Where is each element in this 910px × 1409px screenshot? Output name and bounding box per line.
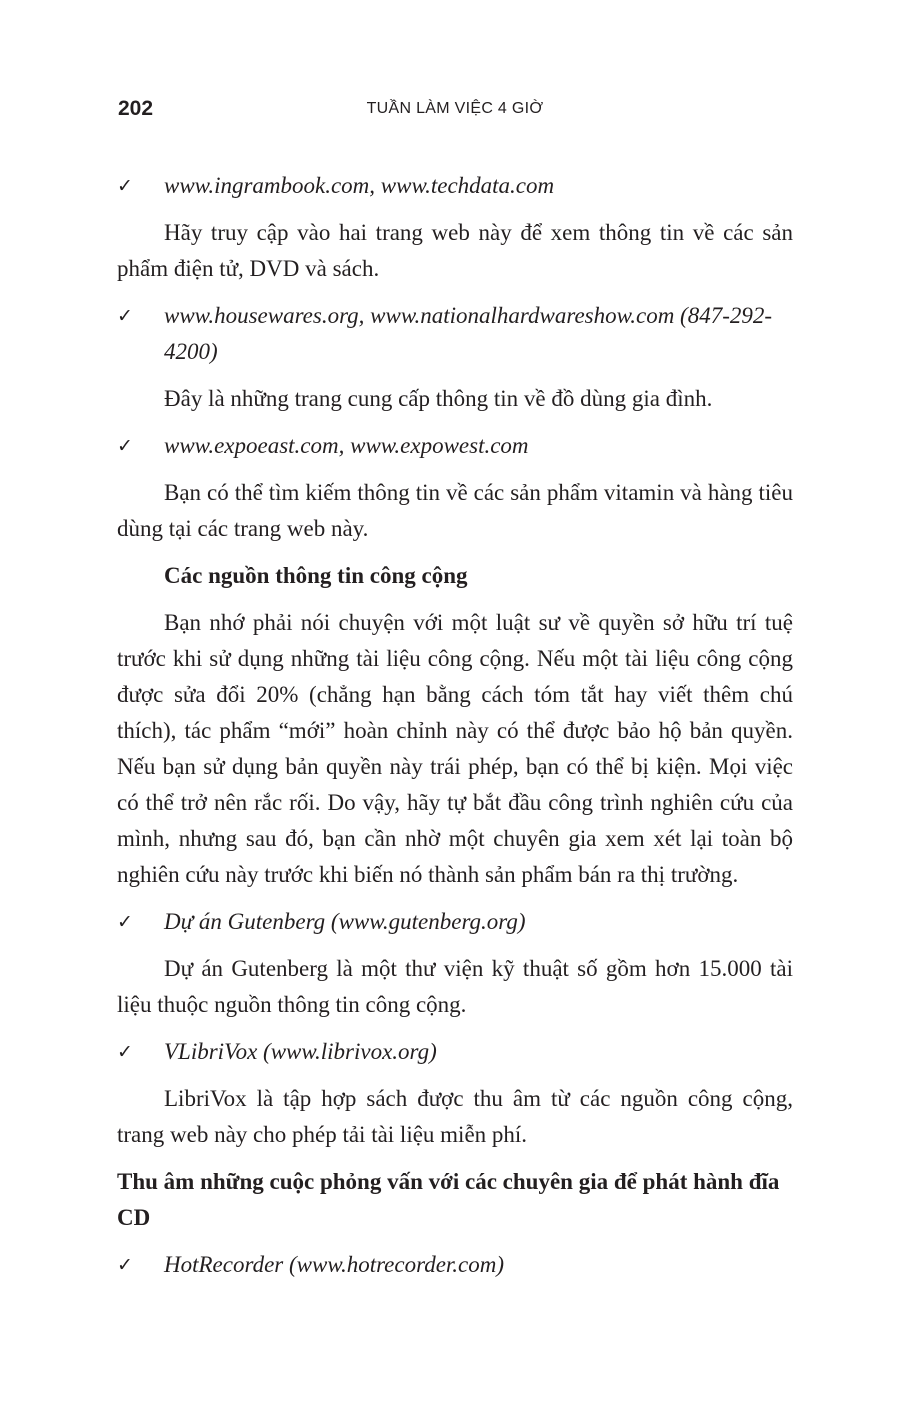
- running-header: TUẦN LÀM VIỆC 4 GIỜ: [366, 100, 544, 117]
- paragraph: Hãy truy cập vào hai trang web này để xem thông tin về các sản phẩm điện tử, DVD và sách.: [117, 220, 793, 281]
- paragraph: Bạn có thể tìm kiếm thông tin về các sản phẩm vitamin và hàng tiêu dùng tại các trang web này.: [117, 480, 793, 541]
- page-content: [117, 168, 793, 1294]
- bullet-text: VLibriVox (www.librivox.org): [164, 1039, 437, 1064]
- paragraph: Dự án Gutenberg là một thư viện kỹ thuật số gồm hơn 15.000 tài liệu thuộc nguồn thông tin công cộng.: [117, 956, 793, 1017]
- bullet-text: www.expoeast.com, www.expowest.com: [164, 433, 529, 458]
- bullet-item: [117, 1034, 793, 1070]
- bullet-item: [117, 428, 793, 464]
- paragraph: Bạn nhớ phải nói chuyện với một luật sư về quyền sở hữu trí tuệ trước khi sử dụng những tài liệu công cộng. Nếu một tài liệu công cộng được sửa đổi 20% (chẳng hạn bằng cách tóm tắt hay viết thêm chú thích), tác phẩm “mới” hoàn chỉnh này có thể được bảo hộ bản quyền. Nếu bạn sử dụng bản quyền này trái phép, bạn có thể bị kiện. Mọi việc có thể trở nên rắc rối. Do vậy, hãy tự bắt đầu công trình nghiên cứu của mình, nhưng sau đó, bạn cần nhờ một chuyên gia xem xét lại toàn bộ nghiên cứu này trước khi biến nó thành sản phẩm bán ra thị trường.: [117, 610, 793, 887]
- bullet-item: [117, 298, 793, 370]
- page-number: 202: [118, 97, 154, 120]
- check-mark-icon: ✓: [117, 175, 133, 197]
- section-heading: Thu âm những cuộc phỏng vấn với các chuyên gia để phát hành đĩa CD: [117, 1169, 780, 1230]
- bullet-item: [117, 904, 793, 940]
- bullet-text: HotRecorder (www.hotrecorder.com): [164, 1252, 505, 1277]
- check-mark-icon: ✓: [117, 911, 133, 933]
- bullet-text: Dự án Gutenberg (www.gutenberg.org): [164, 909, 526, 934]
- bullet-item: [117, 168, 793, 204]
- check-mark-icon: ✓: [117, 435, 133, 457]
- check-mark-icon: ✓: [117, 1254, 133, 1276]
- section-heading: Các nguồn thông tin công cộng: [164, 563, 468, 588]
- bullet-text: www.ingrambook.com, www.techdata.com: [164, 173, 555, 198]
- paragraph: LibriVox là tập hợp sách được thu âm từ các nguồn công cộng, trang web này cho phép tải tài liệu miễn phí.: [117, 1086, 793, 1147]
- check-mark-icon: ✓: [117, 1041, 133, 1063]
- check-mark-icon: ✓: [117, 305, 133, 327]
- bullet-text: www.housewares.org, www.nationalhardwareshow.com (847-292-4200): [164, 303, 773, 364]
- bullet-item: [117, 1247, 793, 1283]
- paragraph: Đây là những trang cung cấp thông tin về đồ dùng gia đình.: [164, 386, 713, 411]
